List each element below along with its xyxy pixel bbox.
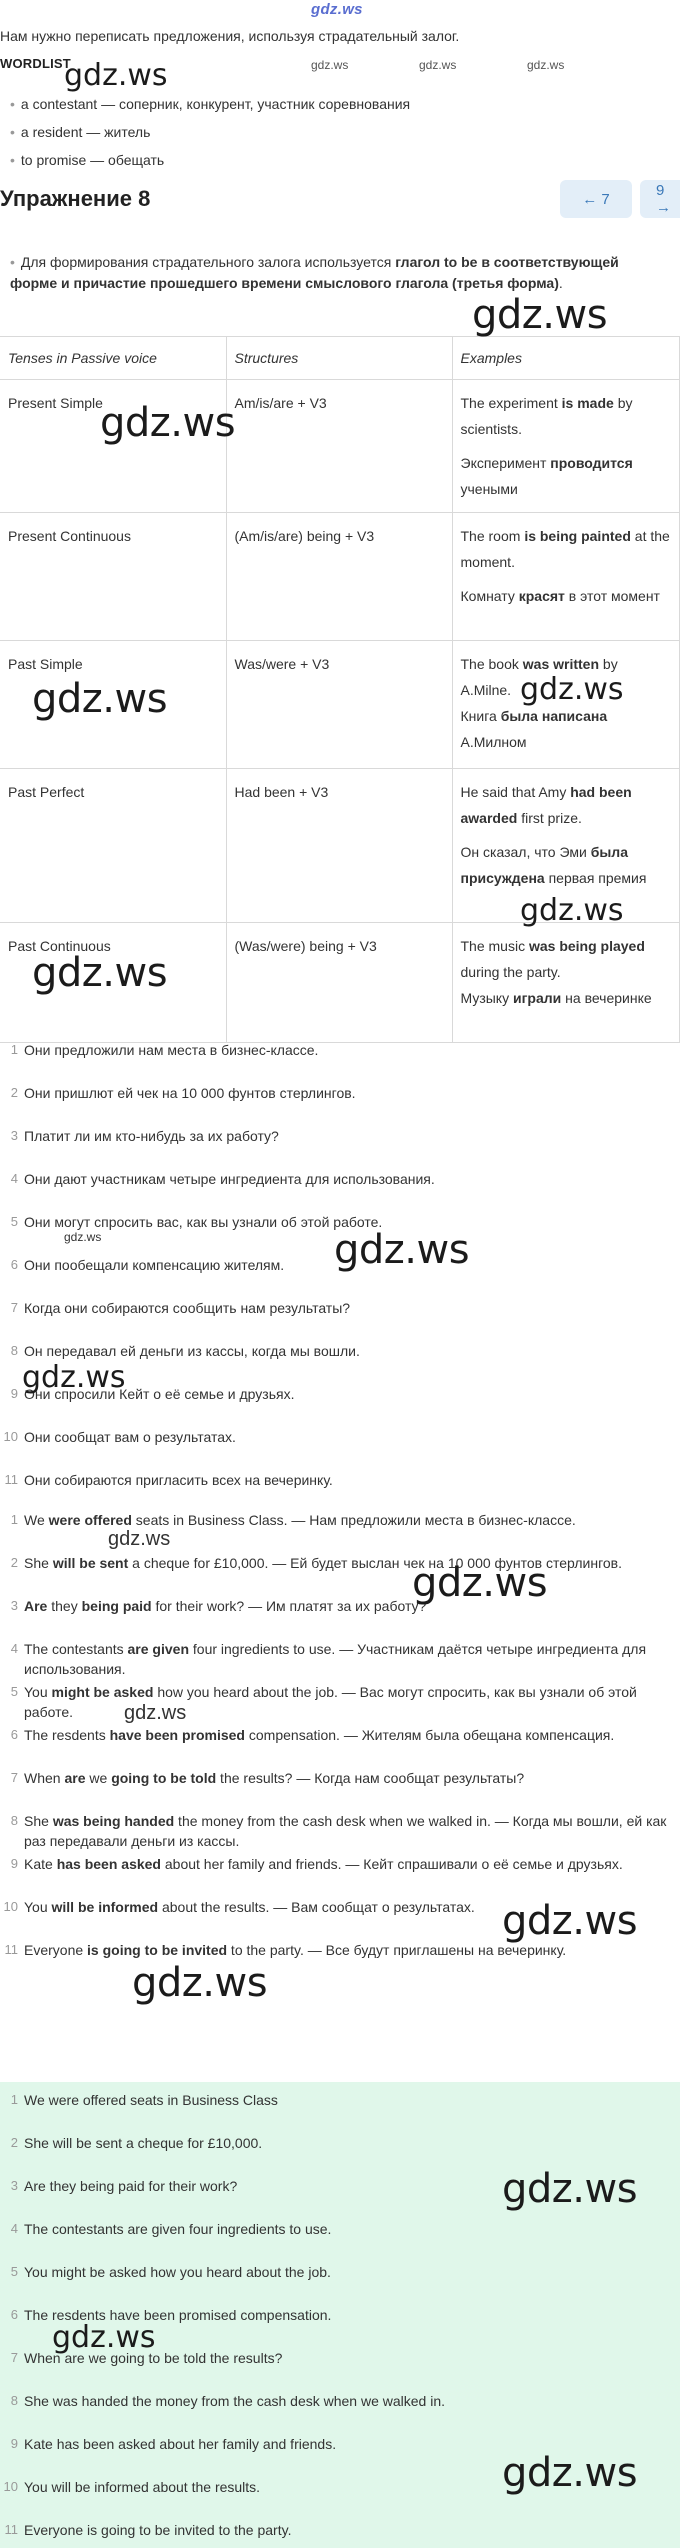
watermark: gdz.ws [32,950,168,996]
grammar-rule: • Для формирования страдательного залога используется глагол to be в соответствующей форме и причастие прошедшего времени смыслового глагола (третья форма). [10,254,619,291]
list-item: 6 Они пообещали компенсацию жителям. [10,1257,285,1273]
wordlist-item: • a contestant — соперник, конкурент, участник соревнования [10,96,411,112]
watermark: gdz.ws [419,58,457,72]
list-item: 7 Когда они собираются сообщить нам результаты? [10,1300,351,1316]
list-item: 9 Они спросили Кейт о её семье и друзьях. [10,1386,295,1402]
watermark: gdz.ws [520,893,624,928]
list-item: 3 Платит ли им кто-нибудь за их работу? [10,1128,279,1144]
list-item: 9 Kate has been asked about her family and friends. — Кейт спрашивали о её семье и друзьях. [10,1856,623,1872]
column-header: Structures [226,337,452,380]
bullet-icon: • [10,152,15,168]
next-exercise-button[interactable]: 9 → [640,180,680,218]
list-item: 4 Они дают участникам четыре ингредиента для использования. [10,1171,435,1187]
list-item: 7 When are we going to be told the results? — Когда нам сообщат результаты? [10,1770,525,1786]
list-item: 6 The resdents have been promised compensation. [10,2307,332,2323]
structure-cell: (Am/is/are) being + V3 [226,513,452,641]
list-item: 10 You will be informed about the results. [3,2479,261,2495]
tense-cell: Past Perfect [0,769,226,923]
watermark: gdz.ws [472,292,608,338]
example-cell [452,923,680,1043]
list-item: 4 The contestants are given four ingredients to use. — Участникам даётся четыре ингредиента для использования. [10,1641,647,1677]
list-item: 2 Они пришлют ей чек на 10 000 фунтов стерлингов. [10,1085,356,1101]
example-cell [452,380,680,513]
top-bar [0,0,680,22]
list-item: 8 She was handed the money from the cash desk when we walked in. [10,2393,446,2409]
list-item: 9 Kate has been asked about her family and friends. [10,2436,337,2452]
watermark: gdz.ws [132,1960,268,2006]
watermark: gdz.ws [22,1360,126,1395]
list-item: 3 Are they being paid for their work? [10,2178,238,2194]
example-ru: Эксперимент проводится учеными [460,455,633,497]
example-ru: Комнату красят в этот момент [460,588,660,604]
intro-text: Нам нужно переписать предложения, используя страдательный залог. [0,28,460,44]
list-item: 11 Everyone is going to be invited to the party. [4,2522,292,2538]
exercise-title: Упражнение 8 [0,186,151,211]
example-en: The book was written by A.Milne. [460,656,618,698]
watermark: gdz.ws [520,672,624,707]
wordlist-title: WORDLIST [0,56,71,71]
list-item: 10 You will be informed about the results. — Вам сообщат о результатах. [3,1899,475,1915]
bullet-icon: • [10,96,15,112]
structure-cell: Had been + V3 [226,769,452,923]
list-item: 1 We were offered seats in Business Class [10,2092,278,2108]
example-ru: Музыку играли на вечеринке [460,990,652,1006]
list-item: 3 Are they being paid for their work? — Им платят за их работу? [10,1598,427,1614]
list-item: 6 The resdents have been promised compensation. — Жителям была обещана компенсация. [10,1727,615,1743]
watermark: gdz.ws [108,1528,171,1550]
watermark: gdz.ws [100,400,236,446]
russian-sentences-list [0,1040,680,1513]
watermark: gdz.ws [502,2166,638,2212]
bullet-icon: • [10,254,15,270]
list-item: 5 You might be asked how you heard about the job. — Вас могут спросить, как вы узнали об этой работе. [10,1684,637,1720]
example-ru: Он сказал, что Эми была присуждена первая премия [460,844,647,886]
watermark: gdz.ws [502,2450,638,2496]
list-item: 8 Он передавал ей деньги из кассы, когда мы вошли. [10,1343,360,1359]
example-en: The room is being painted at the moment. [460,528,670,570]
structure-cell: Was/were + V3 [226,641,452,769]
list-item: 1 We were offered seats in Business Class. — Нам предложили места в бизнес-классе. [10,1512,576,1528]
list-item: 11 Они собираются пригласить всех на вечеринку. [4,1472,333,1488]
tense-cell: Present Continuous [0,513,226,641]
table-header-row [0,337,680,380]
watermark: gdz.ws [124,1702,187,1724]
table-row [0,513,680,641]
watermark: gdz.ws [311,58,349,72]
watermark: gdz.ws [64,1230,102,1244]
watermark: gdz.ws [52,2320,156,2355]
wordlist-item: • to promise — обещать [10,152,165,168]
wordlist-item: • a resident — житель [10,124,151,140]
list-item: 10 Они сообщат вам о результатах. [3,1429,236,1445]
tense-cell: Past Continuous [0,923,226,1043]
list-item: 8 She was being handed the money from the cash desk when we walked in. — Когда мы вошли, ей как раз передавали деньги из кассы. [10,1813,667,1849]
example-ru: Книга была написана А.Милном [460,708,608,750]
example-en: He said that Amy had been awarded first prize. [460,784,632,826]
example-cell [452,513,680,641]
column-header: Tenses in Passive voice [0,337,226,380]
column-header: Examples [452,337,680,380]
example-en: The experiment is made by scientists. [460,395,633,437]
example-en: The music was being played during the party. [460,938,645,980]
site-logo[interactable]: gdz.ws [311,1,363,18]
watermark: gdz.ws [334,1227,470,1273]
tense-cell: Past Simple [0,641,226,769]
watermark: gdz.ws [412,1560,548,1606]
list-item: 7 When are we going to be told the results? [10,2350,283,2366]
watermark: gdz.ws [32,676,168,722]
list-item: 5 Они могут спросить вас, как вы узнали об этой работе. [10,1214,383,1230]
tense-cell: Present Simple [0,380,226,513]
wordlist [10,90,410,174]
list-item: 2 She will be sent a cheque for £10,000. [10,2135,263,2151]
bullet-icon: • [10,124,15,140]
list-item: 1 Они предложили нам места в бизнес-классе. [10,1042,319,1058]
prev-exercise-button[interactable]: ← 7 [560,180,632,218]
structure-cell: (Was/were) being + V3 [226,923,452,1043]
list-item: 11 Everyone is going to be invited to the party. — Все будут приглашены на вечеринку. [4,1942,567,1958]
watermark: gdz.ws [64,58,168,93]
list-item: 5 You might be asked how you heard about the job. [10,2264,331,2280]
watermark: gdz.ws [527,58,565,72]
watermark: gdz.ws [502,1898,638,1944]
structure-cell: Am/is/are + V3 [226,380,452,513]
list-item: 4 The contestants are given four ingredients to use. [10,2221,332,2237]
list-item: 2 She will be sent a cheque for £10,000. — Ей будет выслан чек на 10 000 фунтов стерлингов. [10,1555,622,1571]
